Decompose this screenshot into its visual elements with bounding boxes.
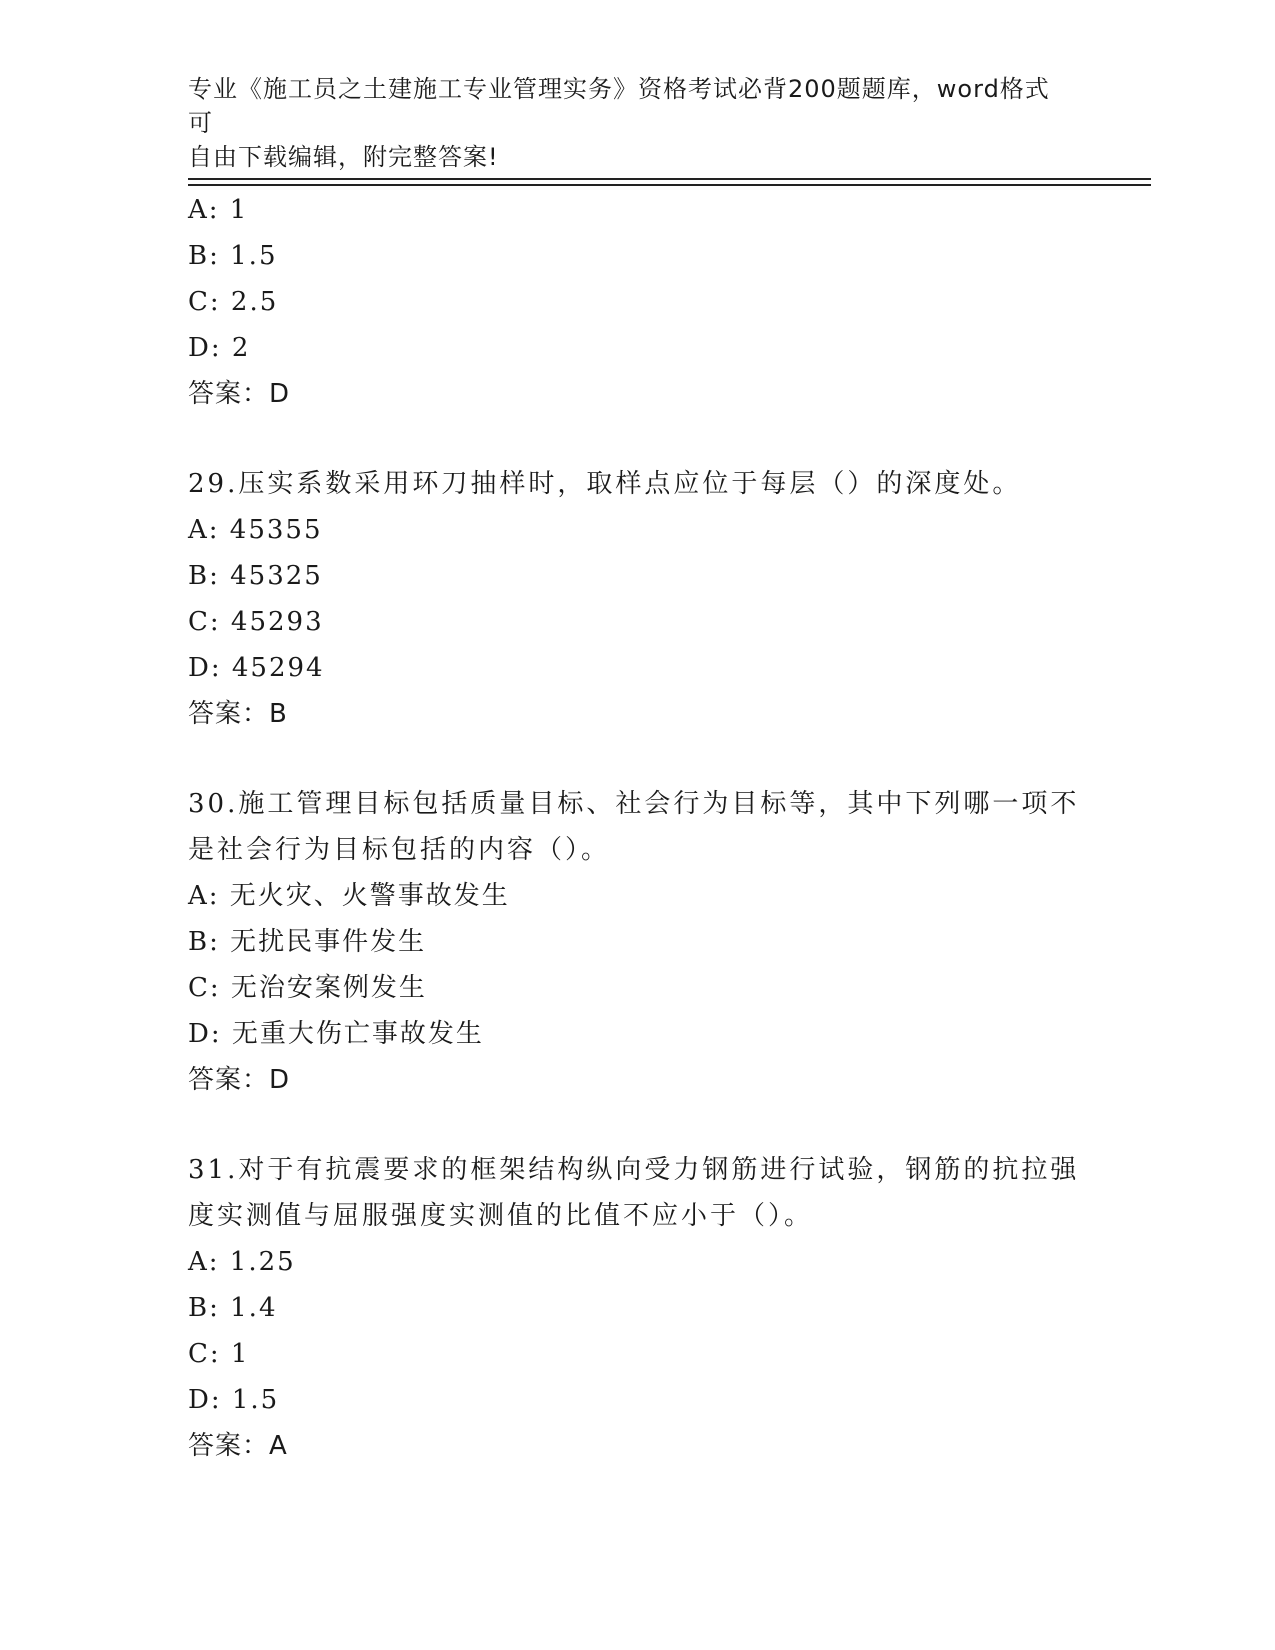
option-b: B: 45325	[188, 561, 323, 591]
option-d: D: 无重大伤亡事故发生	[188, 1019, 484, 1049]
question-block-30	[188, 781, 1088, 1103]
header-title-line-2: 自由下载编辑，附完整答案!	[188, 143, 499, 171]
option-c: C: 2.5	[188, 287, 279, 317]
answer-line: 答案：D	[188, 1065, 291, 1095]
option-c: C: 45293	[188, 607, 324, 637]
question-block-31	[188, 1147, 1088, 1469]
block-spacer	[188, 737, 1088, 781]
option-d: D: 2	[188, 333, 251, 363]
option-a: A: 45355	[188, 515, 323, 545]
option-c: C: 1	[188, 1339, 250, 1369]
block-spacer	[188, 1103, 1088, 1147]
option-a: A: 1.25	[188, 1247, 296, 1277]
question-list	[188, 187, 1088, 1469]
answer-line: 答案：D	[188, 379, 291, 409]
question-text-line: 29.压实系数采用环刀抽样时，取样点应位于每层（）的深度处。	[188, 469, 1022, 499]
option-a: A: 无火灾、火警事故发生	[188, 881, 510, 911]
option-b: B: 无扰民事件发生	[188, 927, 427, 957]
option-b: B: 1.4	[188, 1293, 278, 1323]
question-block-28	[188, 187, 1088, 417]
option-a: A: 1	[188, 195, 249, 225]
answer-line: 答案：A	[188, 1431, 288, 1461]
header-title-line-1: 专业《施工员之土建施工专业管理实务》资格考试必背200题题库，word格式可	[188, 75, 1050, 137]
option-b: B: 1.5	[188, 241, 278, 271]
option-c: C: 无治安案例发生	[188, 973, 427, 1003]
question-text-line: 度实测值与屈服强度实测值的比值不应小于（）。	[188, 1201, 814, 1231]
option-d: D: 45294	[188, 653, 325, 683]
document-header	[188, 72, 1068, 174]
block-spacer	[188, 417, 1088, 461]
answer-line: 答案：B	[188, 699, 288, 729]
header-divider-top	[188, 178, 1151, 180]
question-text-line: 30.施工管理目标包括质量目标、社会行为目标等，其中下列哪一项不	[188, 789, 1080, 819]
question-block-29	[188, 461, 1088, 737]
question-text-line: 是社会行为目标包括的内容（）。	[188, 835, 611, 865]
question-text-line: 31.对于有抗震要求的框架结构纵向受力钢筋进行试验，钢筋的抗拉强	[188, 1155, 1080, 1185]
option-d: D: 1.5	[188, 1385, 280, 1415]
header-divider-bottom	[188, 184, 1151, 186]
